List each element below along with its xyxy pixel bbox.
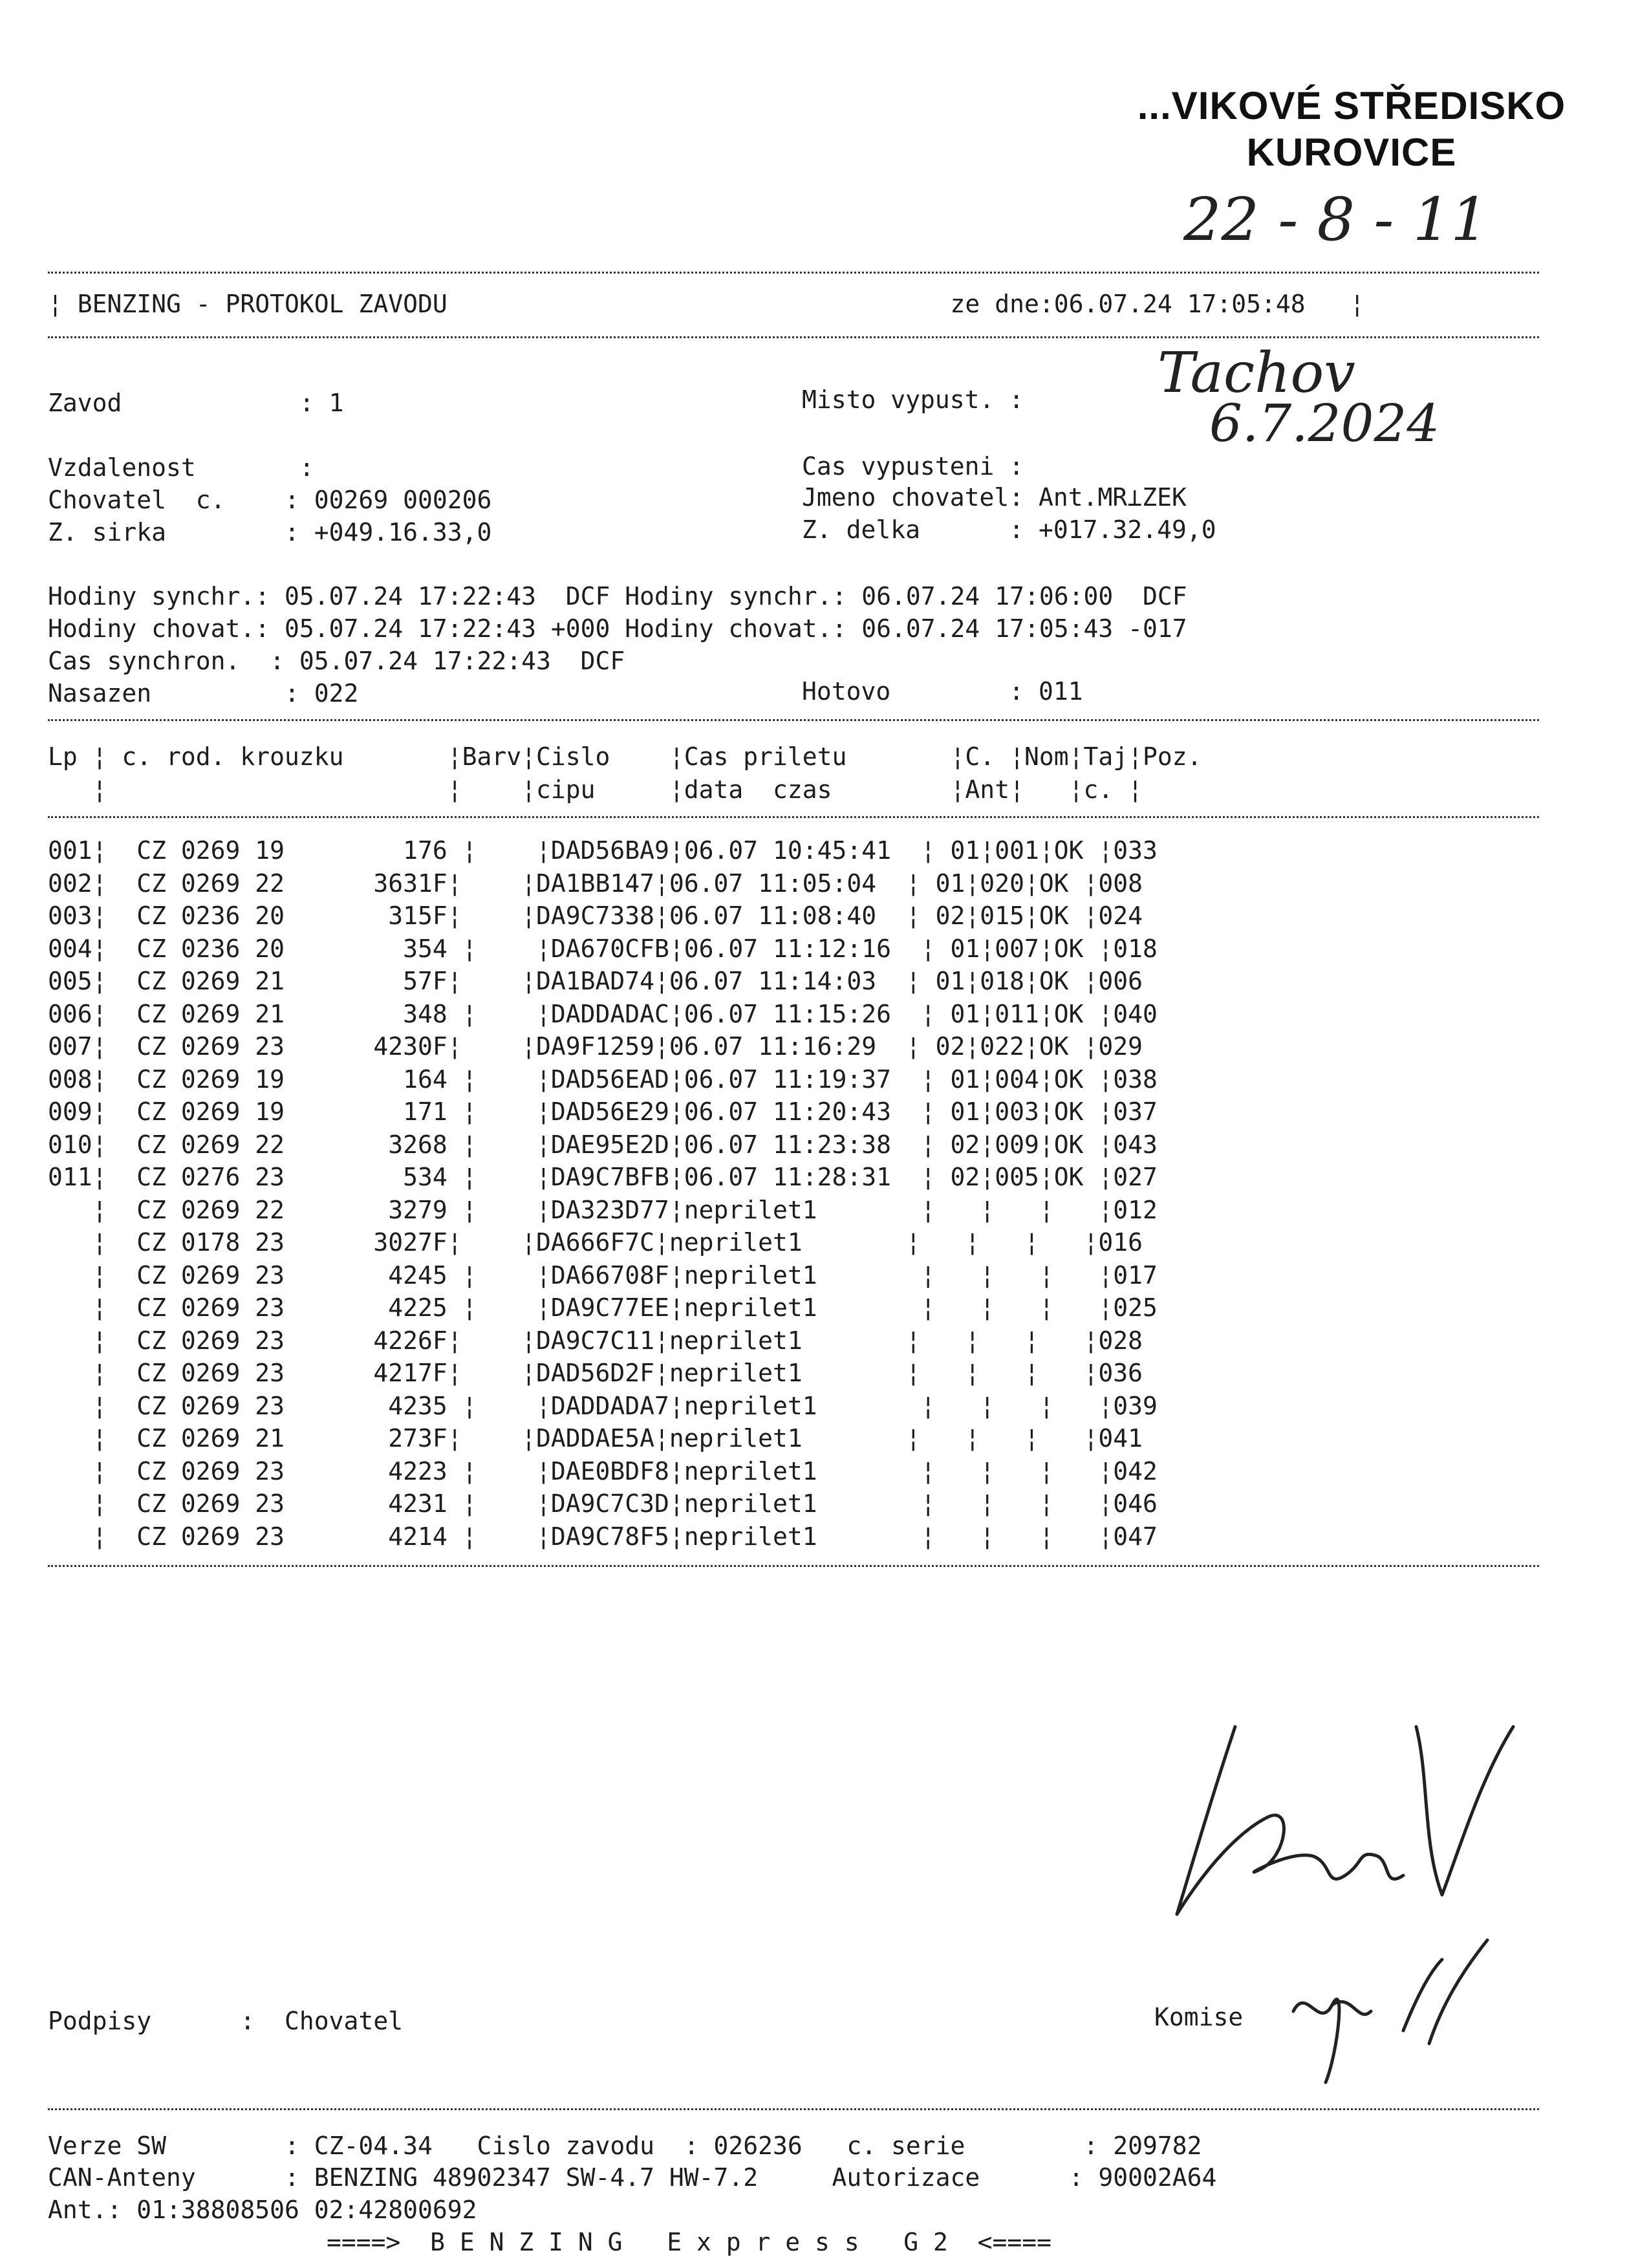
table-row: ¦ CZ 0269 23 4235 ¦ ¦DADDADA7¦neprilet1 ¦ ¦ ¦ ¦039 xyxy=(48,1391,1158,1420)
table-row: ¦ CZ 0269 23 4214 ¦ ¦DA9C78F5¦neprilet1 ¦ ¦ ¦ ¦047 xyxy=(48,1522,1158,1551)
results-table xyxy=(48,834,1158,1553)
info-nasazen: Nasazen : 022 xyxy=(48,679,359,707)
table-row: 008¦ CZ 0269 19 164 ¦ ¦DAD56EAD¦06.07 11:19:37 ¦ 01¦004¦OK ¦038 xyxy=(48,1064,1158,1094)
hand-date: 6.7.2024 xyxy=(1209,393,1440,453)
table-row: ¦ CZ 0269 23 4225 ¦ ¦DA9C77EE¦neprilet1 ¦ ¦ ¦ ¦025 xyxy=(48,1293,1158,1322)
table-row: 010¦ CZ 0269 22 3268 ¦ ¦DAE95E2D¦06.07 11:23:38 ¦ 02¦009¦OK ¦043 xyxy=(48,1130,1158,1159)
stamp-line-2: KUROVICE xyxy=(1246,131,1457,174)
footer-line-2: CAN-Anteny : BENZING 48902347 SW-4.7 HW-7.2 Autorizace : 90002A64 xyxy=(48,2163,1217,2192)
table-row: 011¦ CZ 0276 23 534 ¦ ¦DA9C7BFB¦06.07 11:28:31 ¦ 02¦005¦OK ¦027 xyxy=(48,1163,1158,1191)
info-delka: Z. delka : +017.32.49,0 xyxy=(802,515,1216,544)
divider-footer xyxy=(48,2108,1539,2110)
divider-title xyxy=(48,336,1539,338)
table-header-2: ¦ ¦ ¦cipu ¦data czas ¦Ant¦ ¦c. ¦ xyxy=(48,775,1143,804)
table-row: ¦ CZ 0269 23 4226F¦ ¦DA9C7C11¦neprilet1 ¦ ¦ ¦ ¦028 xyxy=(48,1326,1143,1355)
table-row: 002¦ CZ 0269 22 3631F¦ ¦DA1BB147¦06.07 11:05:04 ¦ 01¦020¦OK ¦008 xyxy=(48,869,1143,898)
info-sync: Hodiny synchr.: 05.07.24 17:22:43 DCF Hodiny synchr.: 06.07.24 17:06:00 DCF xyxy=(48,582,1187,610)
table-row: ¦ CZ 0269 22 3279 ¦ ¦DA323D77¦neprilet1 ¦ ¦ ¦ ¦012 xyxy=(48,1195,1158,1224)
table-row: 003¦ CZ 0236 20 315F¦ ¦DA9C7338¦06.07 11:08:40 ¦ 02¦015¦OK ¦024 xyxy=(48,902,1143,930)
table-header-1: Lp ¦ c. rod. krouzku ¦Barv¦Cislo ¦Cas priletu ¦C. ¦Nom¦Taj¦Poz. xyxy=(48,742,1202,771)
divider-top xyxy=(48,272,1539,274)
commission-label: Komise xyxy=(1154,2003,1244,2031)
table-row: 009¦ CZ 0269 19 171 ¦ ¦DAD56E29¦06.07 11:20:43 ¦ 01¦003¦OK ¦037 xyxy=(48,1097,1158,1126)
table-row: ¦ CZ 0269 23 4223 ¦ ¦DAE0BDF8¦neprilet1 ¦ ¦ ¦ ¦042 xyxy=(48,1456,1158,1485)
hand-place: Tachov xyxy=(1158,341,1355,405)
table-row: 006¦ CZ 0269 21 348 ¦ ¦DADDADAC¦06.07 11:15:26 ¦ 01¦011¦OK ¦040 xyxy=(48,999,1158,1028)
table-row: ¦ CZ 0269 21 273F¦ ¦DADDAE5A¦neprilet1 ¦ ¦ ¦ ¦041 xyxy=(48,1424,1143,1453)
info-chovat: Hodiny chovat.: 05.07.24 17:22:43 +000 Hodiny chovat.: 06.07.24 17:05:43 -017 xyxy=(48,614,1187,643)
breeder-signature xyxy=(1138,1701,1539,1953)
table-row: 007¦ CZ 0269 23 4230F¦ ¦DA9F1259¦06.07 11:16:29 ¦ 02¦022¦OK ¦029 xyxy=(48,1032,1143,1061)
footer-line-1: Verze SW : CZ-04.34 Cislo zavodu : 026236 c. serie : 209782 xyxy=(48,2132,1202,2160)
footer-line-4: ====> B E N Z I N G E x p r e s s G 2 <==== xyxy=(327,2228,1052,2256)
table-row: ¦ CZ 0269 23 4245 ¦ ¦DA66708F¦neprilet1 ¦ ¦ ¦ ¦017 xyxy=(48,1260,1158,1290)
table-row: 001¦ CZ 0269 19 176 ¦ ¦DAD56BA9¦06.07 10:45:41 ¦ 01¦001¦OK ¦033 xyxy=(48,836,1158,865)
divider-table-header xyxy=(48,816,1539,818)
table-row: 005¦ CZ 0269 21 57F¦ ¦DA1BAD74¦06.07 11:14:03 ¦ 01¦018¦OK ¦006 xyxy=(48,967,1143,995)
footer-line-3: Ant.: 01:38808506 02:42800692 xyxy=(48,2196,477,2224)
info-zavod: Zavod : 1 xyxy=(48,389,344,417)
table-row: 004¦ CZ 0236 20 354 ¦ ¦DA670CFB¦06.07 11:12:16 ¦ 01¦007¦OK ¦018 xyxy=(48,934,1158,963)
info-cas-vypusteni: Cas vypusteni : xyxy=(802,452,1024,481)
info-vzdalenost: Vzdalenost : xyxy=(48,453,314,482)
commission-signature xyxy=(1280,1934,1539,2089)
info-jmeno: Jmeno chovatel: Ant.MR⊥ZEK xyxy=(802,483,1187,512)
divider-info xyxy=(48,719,1539,721)
protocol-title: ¦ BENZING - PROTOKOL ZAVODU ze dne:06.07.24 17:05:48 ¦ xyxy=(48,290,1365,318)
table-row: ¦ CZ 0269 23 4217F¦ ¦DAD56D2F¦neprilet1 ¦ ¦ ¦ ¦036 xyxy=(48,1359,1143,1387)
info-synchron: Cas synchron. : 05.07.24 17:22:43 DCF xyxy=(48,647,625,675)
table-row: ¦ CZ 0178 23 3027F¦ ¦DA666F7C¦neprilet1 ¦ ¦ ¦ ¦016 xyxy=(48,1228,1143,1257)
info-misto: Misto vypust. : xyxy=(802,385,1024,414)
stamp-hand-date: 22 - 8 - 11 xyxy=(1183,185,1489,254)
info-sirka: Z. sirka : +049.16.33,0 xyxy=(48,518,492,546)
divider-table-end xyxy=(48,1565,1539,1567)
table-row: ¦ CZ 0269 23 4231 ¦ ¦DA9C7C3D¦neprilet1 ¦ ¦ ¦ ¦046 xyxy=(48,1489,1158,1518)
stamp-line-1: ...VIKOVÉ STŘEDISKO xyxy=(1137,84,1566,127)
signatures-label: Podpisy : Chovatel xyxy=(48,2007,404,2035)
stamp xyxy=(1119,83,1584,176)
info-hotovo: Hotovo : 011 xyxy=(802,677,1083,706)
info-chovatel: Chovatel c. : 00269 000206 xyxy=(48,486,492,514)
